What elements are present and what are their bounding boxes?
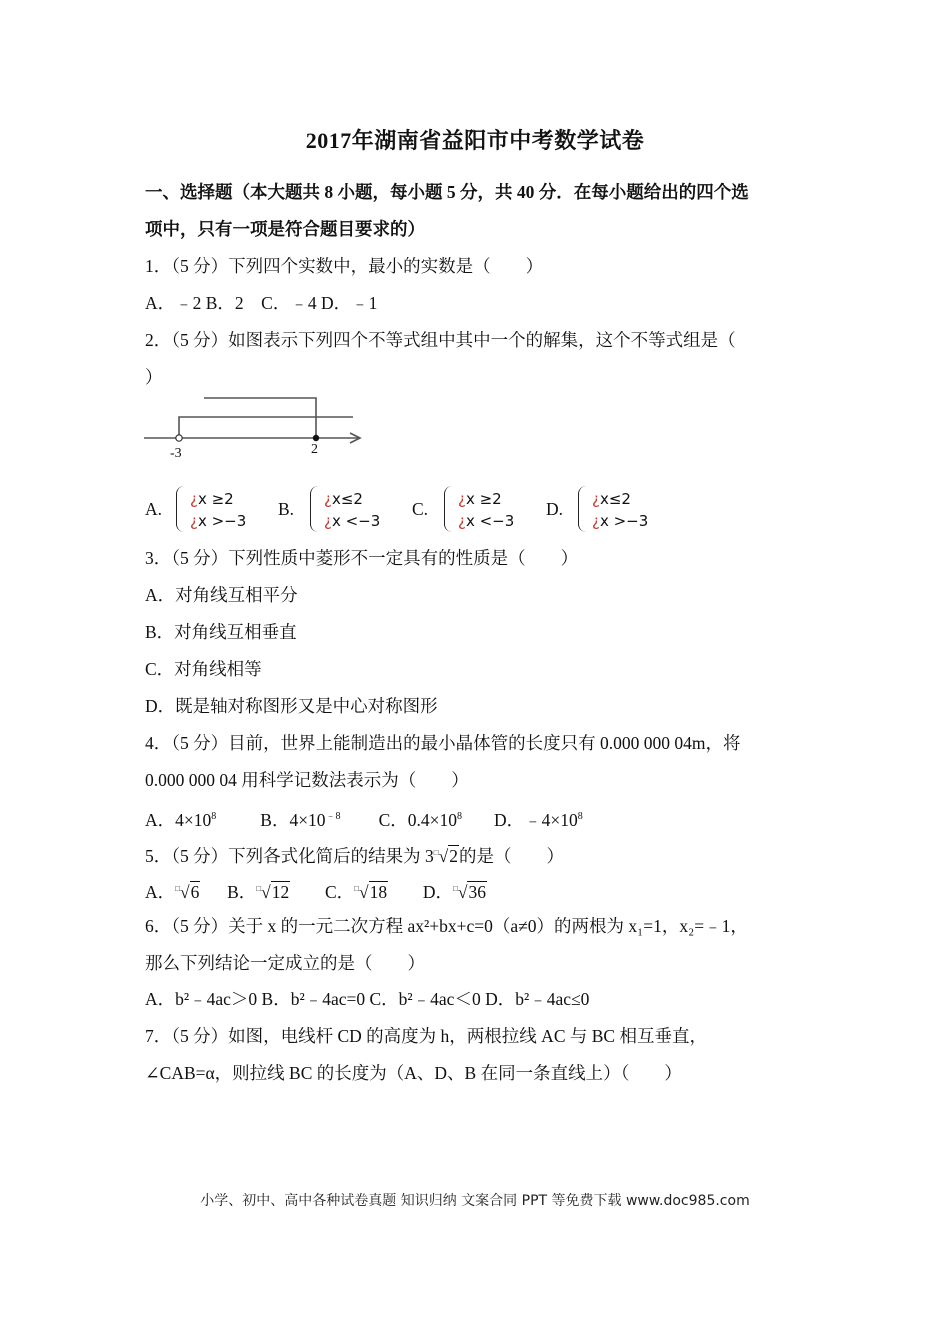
number-line-label-left: -3 bbox=[170, 446, 182, 461]
q2-option-d-system: ¿x≤2 ¿x >−3 bbox=[578, 488, 648, 532]
section-heading-line1: 一、选择题（本大题共 8 小题，每小题 5 分，共 40 分．在每小题给出的四个选 bbox=[145, 182, 749, 202]
open-point bbox=[176, 435, 182, 441]
q4-stem-cont: 0.000 000 04 用科学记数法表示为（ ） bbox=[145, 770, 469, 790]
q2-stem: 2．（5 分）如图表示下列四个不等式组中其中一个的解集，这个不等式组是（ bbox=[145, 330, 736, 350]
q2-option-b-letter: B. bbox=[278, 499, 295, 519]
q6-options: A．b²﹣4ac＞0 B．b²﹣4ac=0 C．b²﹣4ac＜0 D．b²﹣4ac≤0 bbox=[145, 989, 590, 1009]
q5-options: A．□√6 B．□√12 C．□√18 D．□√36 bbox=[145, 881, 486, 902]
q5-stem: 5．（5 分）下列各式化简后的结果为 3□√2的是（ ） bbox=[145, 845, 564, 866]
q1-options: A．﹣2 B．2 C．﹣4 D．﹣1 bbox=[145, 293, 378, 313]
q3-stem: 3．（5 分）下列性质中菱形不一定具有的性质是（ ） bbox=[145, 548, 579, 568]
q3-option-b: B．对角线互相垂直 bbox=[145, 622, 297, 642]
q2-option-a-letter: A. bbox=[145, 499, 163, 519]
q2-option-c-letter: C. bbox=[412, 499, 429, 519]
q6-stem-cont: 那么下列结论一定成立的是（ ） bbox=[145, 953, 425, 973]
q2-option-d-letter: D. bbox=[546, 499, 564, 519]
q6-stem: 6．（5 分）关于 x 的一元二次方程 ax²+bx+c=0（a≠0）的两根为 x₁=1，x₂=﹣1， bbox=[145, 916, 748, 936]
q7-stem: 7．（5 分）如图，电线杆 CD 的高度为 h，两根拉线 AC 与 BC 相互垂直， bbox=[145, 1026, 707, 1046]
q7-stem-cont: ∠CAB=α，则拉线 BC 的长度为（A、D、B 在同一条直线上）（ ） bbox=[145, 1063, 682, 1083]
number-line-label-right: 2 bbox=[311, 442, 318, 457]
q4-stem: 4．（5 分）目前，世界上能制造出的最小晶体管的长度只有 0.000 000 04m，将 bbox=[145, 733, 741, 753]
q4-options: A．$4\times 10^8$ B．$4\times 10^{﹣8}$ C．$0.4\times 10^8$ D．$﹣4\times 10^8$ bbox=[145, 809, 583, 830]
q2-stem-end: ） bbox=[145, 367, 163, 387]
closed-point bbox=[313, 435, 319, 441]
page-title: 2017年湖南省益阳市中考数学试卷 bbox=[305, 128, 645, 153]
q2-option-b-system: ¿x≤2 ¿x <−3 bbox=[310, 488, 380, 532]
q3-option-a: A．对角线互相平分 bbox=[145, 585, 298, 605]
q3-option-d: D．既是轴对称图形又是中心对称图形 bbox=[145, 696, 438, 716]
q2-option-a-system: ¿x ≥2 ¿x >−3 bbox=[176, 488, 246, 532]
q3-option-c: C．对角线相等 bbox=[145, 659, 262, 679]
q2-option-c-system: ¿x ≥2 ¿x <−3 bbox=[444, 488, 514, 532]
footer-text: 小学、初中、高中各种试卷真题 知识归纳 文案合同 PPT 等免费下载 www.doc985.com bbox=[200, 1193, 750, 1209]
section-heading-line2: 项中，只有一项是符合题目要求的） bbox=[145, 219, 425, 239]
q1-stem: 1．（5 分）下列四个实数中，最小的实数是（ ） bbox=[145, 256, 544, 276]
